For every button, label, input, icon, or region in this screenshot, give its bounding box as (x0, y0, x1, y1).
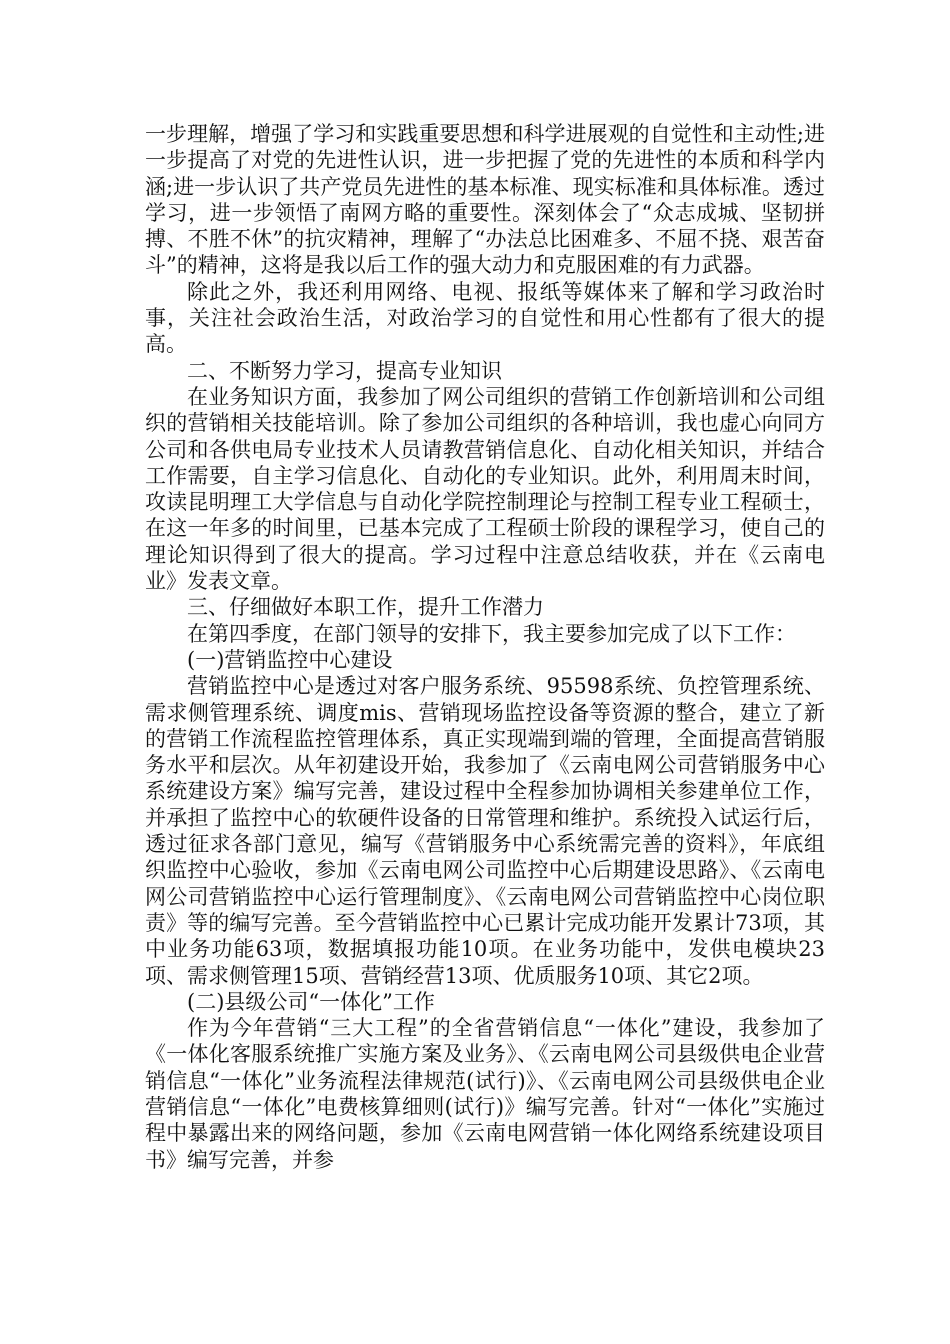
paragraph-fourth-quarter: 在第四季度，在部门领导的安排下，我主要参加完成了以下工作： (187, 621, 796, 646)
paragraph-integration: 作为今年营销“三大工程”的全省营销信息“一体化”建设，我参加了《一体化客服系统推广实施方案及业务》、《云南电网公司县级供电企业营销信息“一体化”业务流程法律规范(试行)》、《云南电网公司县级供电企业营销信息“一体化”电费核算细则(试行)》编写完善。针对“一体化”实施过程中暴露出来的网络问题，参加《云南电网营销一体化网络系统建设项目书》编写完善，并参 (145, 1016, 825, 1172)
document-body (145, 121, 825, 1173)
paragraph-business-knowledge: 在业务知识方面，我参加了网公司组织的营销工作创新培训和公司组织的营销相关技能培训。除了参加公司组织的各种培训，我也虚心向同方公司和各供电局专业技术人员请教营销信息化、自动化相关知识，并结合工作需要，自主学习信息化、自动化的专业知识。此外，利用周末时间，攻读昆明理工大学信息与自动化学院控制理论与控制工程专业工程硕士，在这一年多的时间里，已基本完成了工程硕士阶段的课程学习，使自己的理论知识得到了很大的提高。学习过程中注意总结收获，并在《云南电业》发表文章。 (145, 384, 825, 594)
paragraph-monitoring-center: 营销监控中心是透过对客户服务系统、95598系统、负控管理系统、需求侧管理系统、调度mis、营销现场监控设备等资源的整合，建立了新的营销工作流程监控管理体系，真正实现端到端的管理，全面提高营销服务水平和层次。从年初建设开始，我参加了《云南电网公司营销服务中心系统建设方案》编写完善，建设过程中全程参加协调相关参建单位工作，并承担了监控中心的软硬件设备的日常管理和维护。系统投入试运行后，透过征求各部门意见，编写《营销服务中心系统需完善的资料》，年底组织监控中心验收，参加《云南电网公司监控中心后期建设思路》、《云南电网公司营销监控中心运行管理制度》、《云南电网公司营销监控中心岗位职责》等的编写完善。至今营销监控中心已累计完成功能开发累计73项，其中业务功能63项，数据填报功能10项。在业务功能中，发供电模块23项、需求侧管理15项、营销经营13项、优质服务10项、其它2项。 (145, 674, 825, 988)
subsection-heading-integration: (二)县级公司“一体化”工作 (187, 989, 435, 1014)
paragraph-media-learning: 除此之外，我还利用网络、电视、报纸等媒体来了解和学习政治时事，关注社会政治生活，对政治学习的自觉性和用心性都有了很大的提高。 (145, 279, 825, 357)
paragraph-study-understanding: 一步理解，增强了学习和实践重要思想和科学进展观的自觉性和主动性;进一步提高了对党的先进性认识，进一步把握了党的先进性的本质和科学内涵;进一步认识了共产党员先进性的基本标准、现实标准和具体标准。透过学习，进一步领悟了南网方略的重要性。深刻体会了“众志成城、坚韧拼搏、不胜不休”的抗灾精神，理解了“办法总比困难多、不屈不挠、艰苦奋斗”的精神，这将是我以后工作的强大动力和克服困难的有力武器。 (145, 122, 825, 278)
subsection-heading-monitoring-center: (一)营销监控中心建设 (187, 647, 393, 672)
section-heading-job-duties: 三、仔细做好本职工作，提升工作潜力 (187, 595, 544, 620)
section-heading-professional-knowledge: 二、不断努力学习，提高专业知识 (187, 358, 502, 383)
